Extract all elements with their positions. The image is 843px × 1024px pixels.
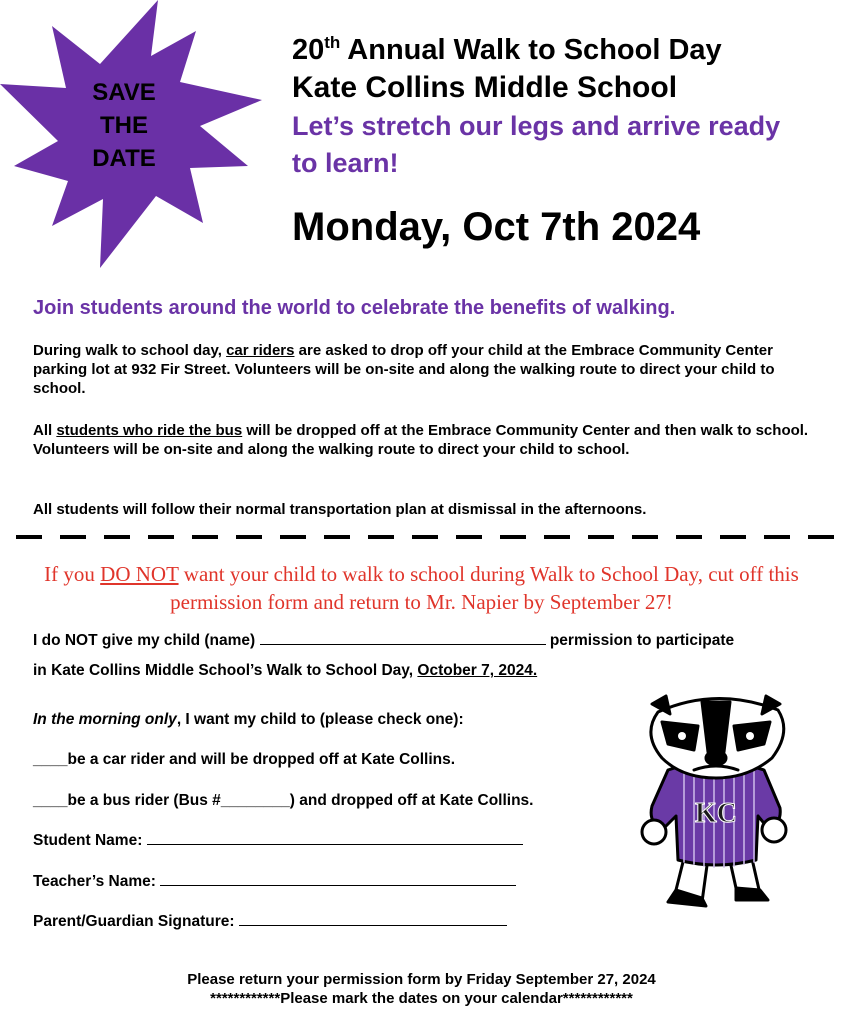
p1-text-a: During walk to school day,: [33, 342, 227, 359]
bus-rider-label-b: ) and dropped off at Kate Collins.: [289, 792, 534, 809]
bus-rider-label-a: be a bus rider (Bus #: [67, 792, 221, 809]
p2-underlined: students who ride the bus: [56, 422, 243, 439]
bus-rider-check-blank[interactable]: ____: [33, 792, 68, 809]
title-rest: Annual Walk to School Day: [340, 34, 722, 66]
event-date: Monday, Oct 7th 2024: [292, 205, 701, 249]
p1-text-b: are asked to drop off your child at the Embrace Community Center parking lot at 932 Fir Street. Volunteers will be on-site and along the walking route to direct your child to school.: [33, 342, 775, 397]
title-ordinal-suffix: th: [324, 33, 341, 52]
notice-text-a: If you: [44, 562, 101, 586]
morning-instruction: [33, 710, 464, 730]
tagline: Let’s stretch our legs and arrive ready to learn!: [292, 111, 781, 178]
dismissal-paragraph: All students will follow their normal transportation plan at dismissal in the afternoons.: [33, 501, 647, 518]
return-deadline: Please return your permission form by Friday September 27, 2024: [187, 971, 656, 988]
notice-underlined: DO NOT: [100, 562, 179, 586]
bus-number-field[interactable]: ________: [220, 792, 290, 809]
event-line: [33, 661, 537, 681]
title-ordinal-number: 20: [292, 34, 325, 66]
car-rider-option-label: be a car rider and will be dropped off at Kate Collins.: [67, 751, 456, 768]
school-name: Kate Collins Middle School: [292, 71, 678, 104]
bus-rider-paragraph: [33, 421, 823, 459]
car-rider-check-blank[interactable]: ____: [33, 751, 68, 768]
p2-text-a: All: [33, 422, 57, 439]
morning-rest: , I want my child to (please check one):: [176, 711, 464, 728]
notice-text-b: want your child to walk to school during Walk to School Day, cut off this permission form and return to Mr. Napier by September 27!: [170, 562, 799, 614]
intro-headline: Join students around the world to celebrate the benefits of walking.: [33, 297, 676, 319]
save-the-date-badge: [62, 76, 186, 175]
permission-text-b: permission to participate: [545, 632, 735, 649]
teacher-name-row: [33, 872, 516, 892]
badge-line-1: SAVE: [92, 79, 156, 106]
cut-line-divider: [16, 530, 834, 544]
teacher-name-label: Teacher’s Name:: [33, 873, 161, 890]
car-rider-paragraph: [33, 341, 823, 398]
opt-out-notice: [30, 560, 813, 616]
student-name-row: [33, 831, 523, 851]
badge-line-2: THE: [100, 112, 148, 139]
morning-italic: In the morning only: [33, 711, 177, 728]
student-name-field[interactable]: [147, 843, 523, 845]
event-title: [292, 30, 722, 70]
permission-text-a: I do NOT give my child (name): [33, 632, 260, 649]
permission-line: [33, 631, 734, 651]
calendar-reminder: ************Please mark the dates on your calendar************: [210, 990, 633, 1007]
event-line-date: October 7, 2024.: [417, 662, 538, 679]
sweater-monogram: KC: [695, 798, 737, 829]
student-name-label: Student Name:: [33, 832, 147, 849]
car-rider-option[interactable]: [33, 750, 455, 770]
signature-row: [33, 912, 507, 932]
badge-line-3: DATE: [92, 145, 156, 172]
badger-mascot-icon: [632, 692, 800, 910]
p2-text-b: will be dropped off at the Embrace Community Center and then walk to school. Volunteers will be on-site and along the walking route to direct your child to school.: [33, 422, 809, 458]
child-name-field[interactable]: [260, 643, 546, 645]
p1-underlined: car riders: [226, 342, 295, 359]
signature-label: Parent/Guardian Signature:: [33, 913, 239, 930]
event-line-text: in Kate Collins Middle School’s Walk to School Day,: [33, 662, 418, 679]
signature-field[interactable]: [239, 924, 507, 926]
bus-rider-option[interactable]: [33, 791, 533, 811]
teacher-name-field[interactable]: [160, 884, 516, 886]
